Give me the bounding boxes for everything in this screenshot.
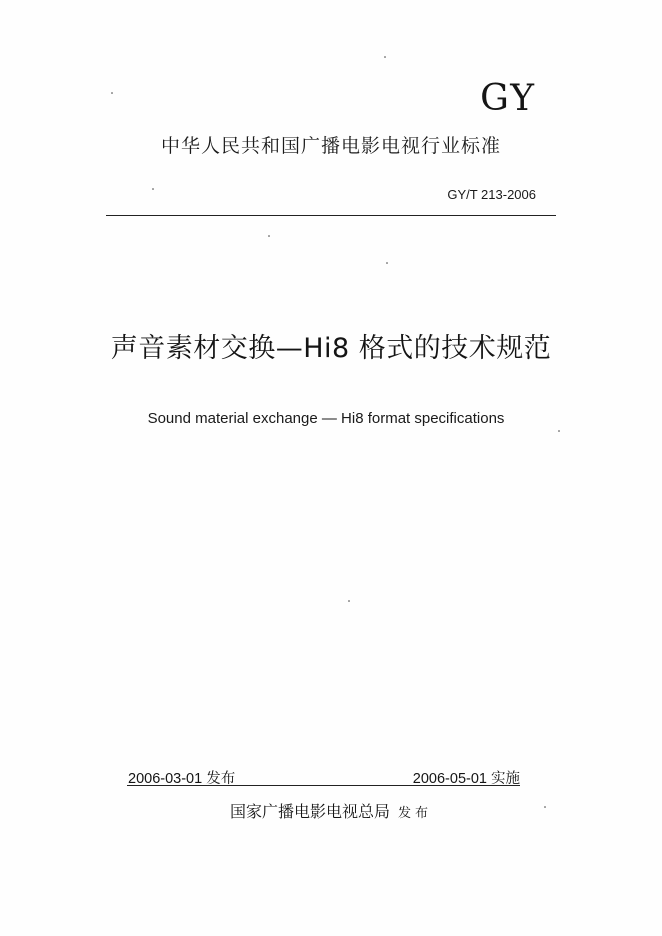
standard-category: 中华人民共和国广播电影电视行业标准 [160,135,501,157]
scan-speck [386,262,388,264]
scan-speck [544,806,546,808]
scan-speck [152,188,154,190]
scan-speck [268,235,270,237]
scan-speck [558,430,560,432]
title-chinese: 声音素材交换—Hi8 格式的技术规范 [110,333,552,364]
footer-divider [127,785,520,786]
publisher-action: 发布 [398,806,433,821]
scan-speck [111,92,113,94]
implementation-date: 2006-05-01 实施 [412,771,520,787]
title-english: Sound material exchange — Hi8 format specifications [147,410,505,427]
publisher-name: 国家广播电影电视总局 [229,802,390,821]
issue-date: 2006-03-01 发布 [128,771,236,787]
standard-code: GY [480,78,536,119]
scan-speck [348,600,350,602]
header-divider [106,215,556,216]
standard-number: GY/T 213-2006 [447,187,536,202]
publisher-line [0,799,662,822]
scan-speck [384,56,386,58]
